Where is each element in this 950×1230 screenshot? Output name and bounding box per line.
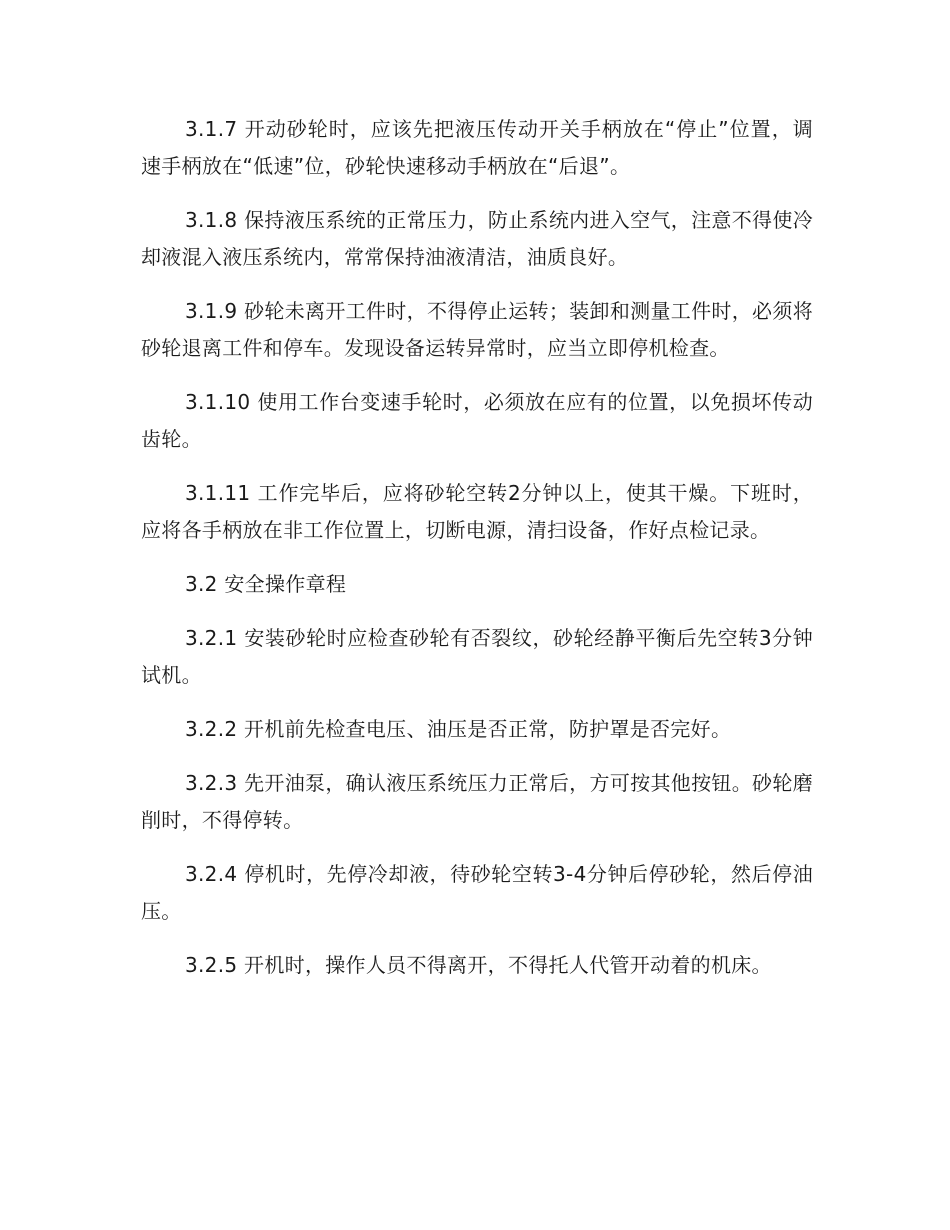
paragraph-3-1-11: 3.1.11 工作完毕后，应将砂轮空转2分钟以上，使其干燥。下班时，应将各手柄放在非工作位置上，切断电源，清扫设备，作好点检记录。 [141, 481, 813, 542]
document-body [141, 111, 813, 1001]
paragraph-3-1-10: 3.1.10 使用工作台变速手轮时，必须放在应有的位置，以免损坏传动齿轮。 [141, 390, 813, 451]
paragraph-3-1-8: 3.1.8 保持液压系统的正常压力，防止系统内进入空气，注意不得使冷却液混入液压系统内，常常保持油液清洁，油质良好。 [141, 208, 813, 269]
paragraph-3-1-9: 3.1.9 砂轮未离开工件时，不得停止运转；装卸和测量工件时，必须将砂轮退离工件和停车。发现设备运转异常时，应当立即停机检查。 [141, 299, 813, 360]
paragraph-3-2-5: 3.2.5 开机时，操作人员不得离开，不得托人代管开动着的机床。 [185, 953, 772, 977]
paragraph-3-1-7: 3.1.7 开动砂轮时，应该先把液压传动开关手柄放在“停止”位置，调速手柄放在“低速”位，砂轮快速移动手柄放在“后退”。 [141, 117, 813, 178]
paragraph-3-2-3: 3.2.3 先开油泵，确认液压系统压力正常后，方可按其他按钮。砂轮磨削时，不得停转。 [141, 771, 813, 832]
paragraph-3-2-2: 3.2.2 开机前先检查电压、油压是否正常，防护罩是否完好。 [185, 717, 732, 741]
paragraph-3-2-1: 3.2.1 安装砂轮时应检查砂轮有否裂纹，砂轮经静平衡后先空转3分钟试机。 [141, 626, 813, 687]
section-heading-3-2: 3.2 安全操作章程 [185, 572, 347, 596]
paragraph-3-2-4: 3.2.4 停机时，先停冷却液，待砂轮空转3-4分钟后停砂轮，然后停油压。 [141, 862, 813, 923]
